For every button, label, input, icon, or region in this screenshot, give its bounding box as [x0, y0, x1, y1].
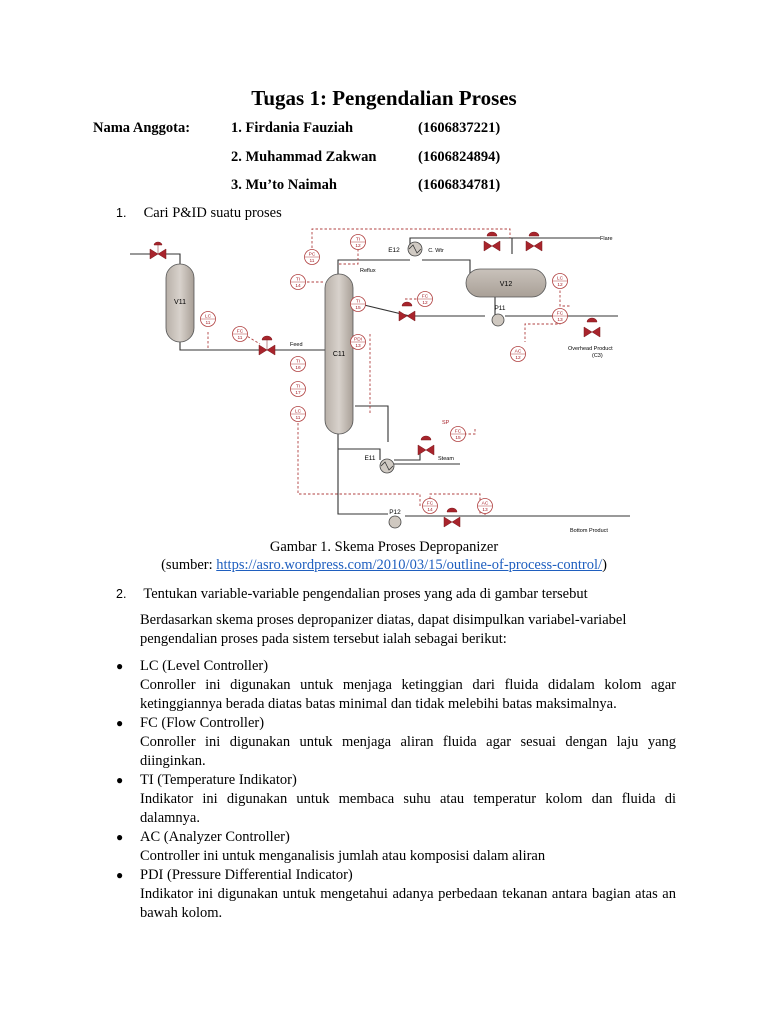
instrument-ti14: [291, 275, 306, 290]
list-item: [116, 657, 676, 714]
instrument-number: 12: [557, 283, 563, 288]
instrument-number: 11: [237, 336, 243, 341]
instrument-number: 11: [205, 321, 211, 326]
question-text: Cari P&ID suatu proses: [143, 205, 282, 221]
label-cwtr: C. Wtr: [428, 248, 444, 254]
label-reflux: Reflux: [360, 268, 376, 274]
pump-p11: [492, 305, 506, 326]
instrument-pdi13: [351, 335, 366, 350]
member-row: [93, 177, 653, 206]
question-text: Tentukan variable-variable pengendalian proses yang ada di gambar tersebut: [143, 586, 588, 602]
instrument-ac13: [478, 499, 493, 514]
label-feed: Feed: [290, 342, 303, 348]
instrument-ac12: [511, 347, 526, 362]
bullet-icon: ●: [116, 830, 124, 844]
instrument-tag: FC: [454, 429, 462, 435]
member-id: (1606834781): [418, 177, 501, 193]
instrument-tag: TI: [295, 384, 301, 390]
list-item: [116, 828, 676, 866]
instrument-ti15: [351, 297, 366, 312]
instrument-tag: FC: [421, 294, 429, 300]
instrument-number: 16: [295, 366, 301, 371]
list-item: [116, 866, 676, 923]
instrument-tag: PC: [308, 252, 316, 258]
instrument-fc12: [418, 292, 433, 307]
member-name: 2. Muhammad Zakwan: [231, 148, 377, 165]
instrument-number: 11: [309, 259, 315, 264]
instrument-fc13: [553, 309, 568, 324]
instrument-lc11b: [291, 407, 306, 422]
label-v11: V11: [174, 299, 186, 306]
pump-p12: [389, 509, 401, 528]
member-name: 1. Firdania Fauziah: [231, 120, 354, 136]
instrument-tag: TI: [295, 359, 301, 365]
instrument-number: 12: [422, 301, 428, 306]
instrument-tag: TI: [355, 237, 361, 243]
instrument-number: 12: [515, 356, 521, 361]
label-flare: Flare: [600, 236, 613, 242]
instrument-tag: PDI: [354, 337, 362, 343]
list-item: [116, 771, 676, 828]
member-list: [93, 120, 653, 206]
item-title: AC (Analyzer Controller): [140, 829, 290, 845]
bullet-icon: ●: [116, 659, 124, 673]
instrument-number: 15: [355, 306, 361, 311]
label-sp: SP: [442, 420, 450, 426]
item-desc: Controller ini untuk menganalisis jumlah atau komposisi dalam aliran: [140, 848, 546, 864]
instrument-tag: TI: [295, 277, 301, 283]
label-overhead: Overhead Product: [568, 346, 613, 352]
item-title: TI (Temperature Indikator): [140, 772, 297, 788]
instrument-lc11a: [201, 312, 216, 327]
instrument-ti17: [291, 382, 306, 397]
pid-diagram: [130, 224, 640, 540]
bullet-icon: ●: [116, 716, 124, 730]
caption-source: [0, 556, 768, 574]
instrument-fc11: [233, 327, 248, 342]
instrument-tag: AC: [481, 501, 489, 507]
instrument-number: 13: [557, 318, 563, 323]
item-desc: Indikator ini digunakan untuk mengetahui adanya perbedaan tekanan antara bagian atas an bawah kolom.: [140, 886, 676, 921]
item-title: LC (Level Controller): [140, 658, 269, 674]
instrument-tag: LC: [294, 409, 302, 415]
label-p12: P12: [389, 509, 401, 516]
member-id: (1606837221): [418, 120, 501, 136]
question-1: [116, 205, 282, 222]
instrument-number: 14: [295, 284, 301, 289]
question-2: [116, 586, 588, 603]
variable-list: [116, 657, 676, 923]
instrument-ti16: [291, 357, 306, 372]
figure-caption: [0, 538, 768, 574]
instrument-tag: TI: [355, 299, 361, 305]
label-p11: P11: [494, 305, 506, 312]
member-row: [93, 149, 653, 178]
label-c3: (C3): [592, 353, 603, 359]
caption-prefix: (sumber:: [161, 557, 217, 573]
instrument-number: 13: [355, 344, 361, 349]
list-item: [116, 714, 676, 771]
item-title: PDI (Pressure Differential Indicator): [140, 867, 353, 883]
instrument-tag: LC: [204, 314, 212, 320]
instrument-ti12: [351, 235, 366, 250]
instrument-number: 14: [427, 508, 433, 513]
instrument-fc15: [451, 427, 466, 442]
instrument-tag: FC: [236, 329, 244, 335]
item-desc: Indikator ini digunakan untuk membaca suhu atau temperatur kolom dan fluida di dalamnya.: [140, 791, 676, 826]
instrument-lc12: [553, 274, 568, 289]
label-steam: Steam: [438, 456, 454, 462]
member-row: [93, 120, 653, 149]
question-number: 2.: [116, 587, 127, 601]
bullet-icon: ●: [116, 773, 124, 787]
bullet-icon: ●: [116, 868, 124, 882]
caption-title: Gambar 1. Skema Proses Depropanizer: [269, 539, 499, 555]
instrument-number: 15: [455, 436, 461, 441]
label-c11: C11: [332, 351, 346, 358]
page-title: Tugas 1: Pengendalian Proses: [251, 86, 517, 110]
label-e11: E11: [364, 455, 376, 462]
item-title: FC (Flow Controller): [140, 715, 265, 731]
item-desc: Conroller ini digunakan untuk menjaga ketinggian dari fluida didalam kolom agar ketinggiannya berada diatas batas minimal dan tidak melebihi batas maksimalnya.: [140, 677, 676, 712]
label-e12: E12: [388, 247, 400, 254]
question-number: 1.: [116, 206, 127, 220]
item-desc: Conroller ini digunakan untuk menjaga aliran fluida agar sesuai dengan laju yang diinginkan.: [140, 734, 676, 769]
label-bottom-product: Bottom Product: [570, 528, 608, 534]
instrument-number: 17: [295, 391, 301, 396]
instrument-tag: FC: [556, 311, 564, 317]
instrument-number: 11: [295, 416, 301, 421]
label-v12: V12: [499, 281, 513, 288]
source-link[interactable]: https://asro.wordpress.com/2010/03/15/outline-of-process-control/: [216, 557, 603, 573]
instrument-tag: FC: [426, 501, 434, 507]
instrument-number: 13: [482, 508, 488, 513]
member-id: (1606824894): [418, 148, 501, 165]
intro-paragraph: Berdasarkan skema proses depropanizer diatas, dapat disimpulkan variabel-variabel pengendalian proses pada sistem tersebut ialah sebagai berikut:: [140, 612, 627, 647]
instrument-fc14: [423, 499, 438, 514]
instrument-number: 12: [355, 244, 361, 249]
instrument-pc11: [305, 250, 320, 265]
caption-suffix: ): [602, 557, 607, 573]
members-label: Nama Anggota:: [93, 120, 191, 136]
instrument-tag: LC: [556, 276, 564, 282]
member-name: 3. Mu’to Naimah: [231, 177, 337, 193]
instrument-tag: AC: [514, 349, 522, 355]
